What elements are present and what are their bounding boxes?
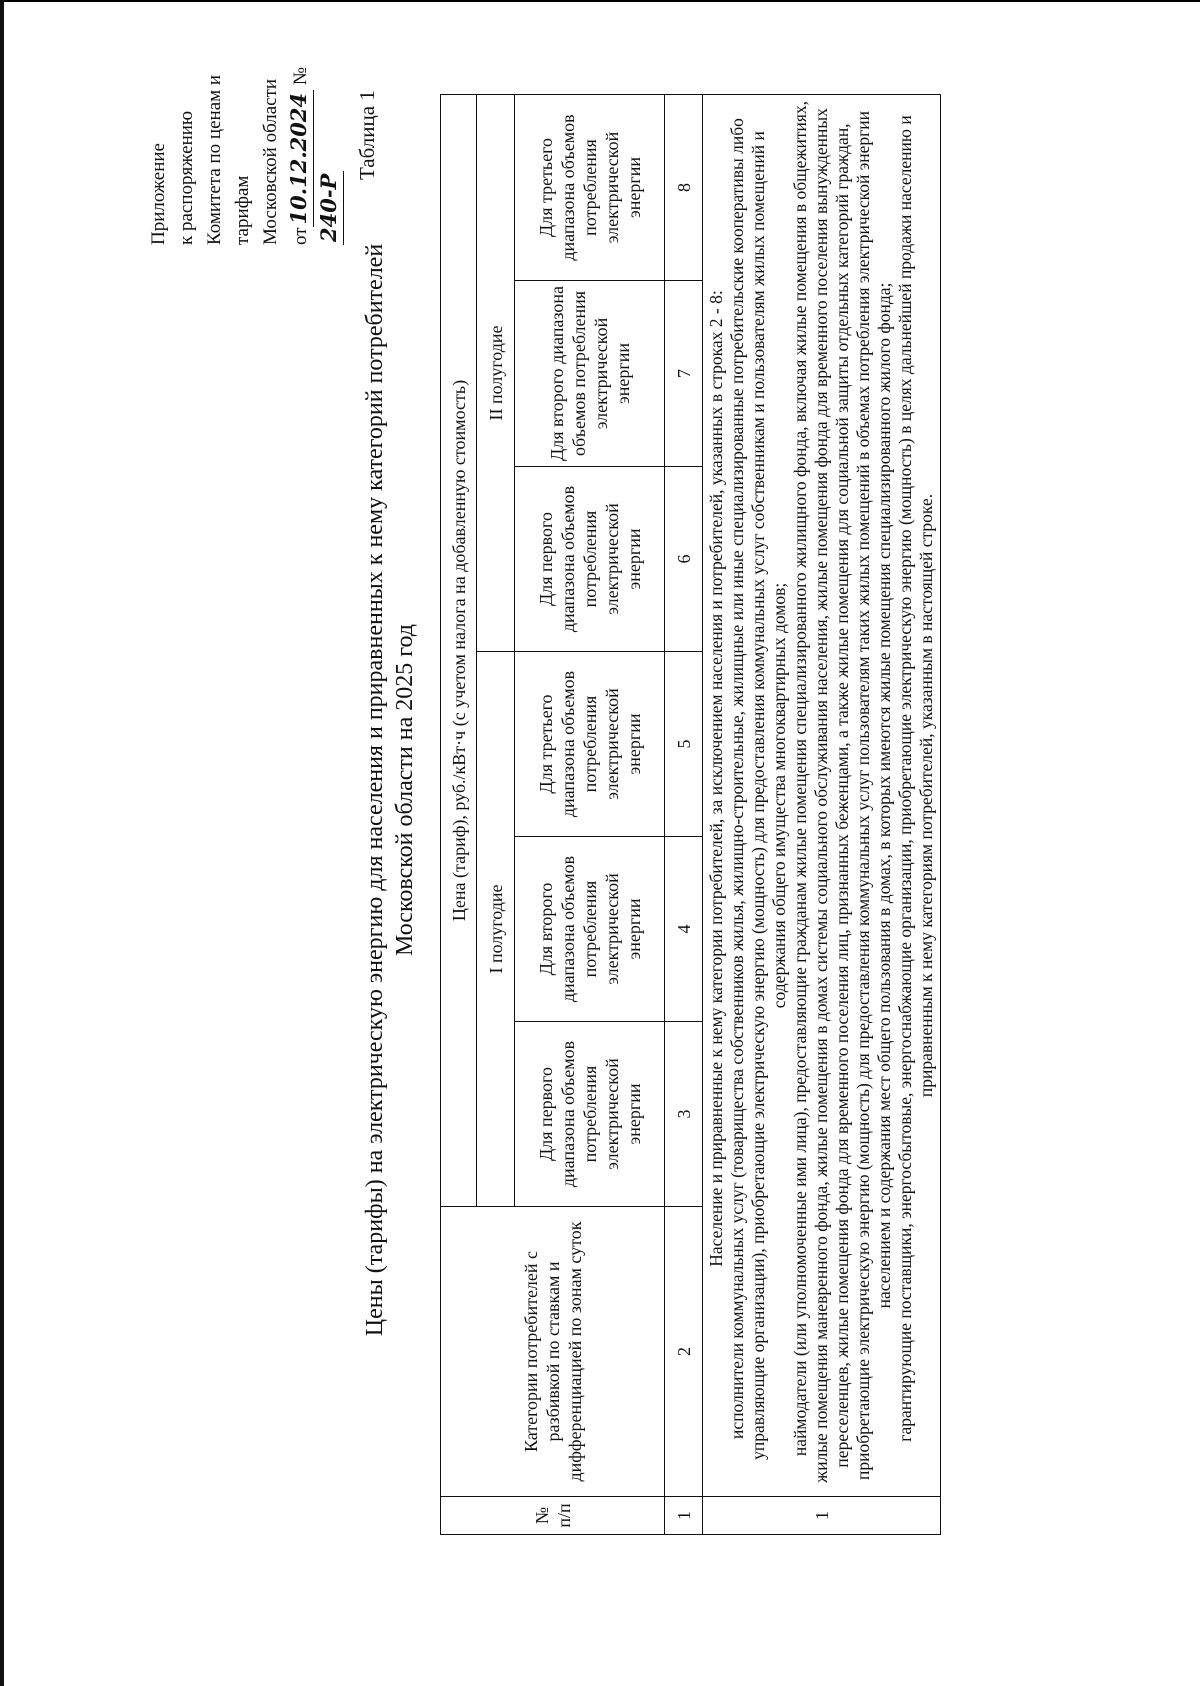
column-number: 8 bbox=[665, 95, 703, 281]
column-number: 5 bbox=[665, 652, 703, 837]
approval-date-line bbox=[285, 5, 345, 245]
row-1-paragraph-4: гарантирующие поставщики, энергосбытовые, энергоснабжающие организации, приобретающие электрическую энергию (мощность) в целях дальнейшей продажи населению и приравненным к нему категориям потребителей, указанным в настоящей строке. bbox=[895, 115, 936, 1442]
scan-top-edge bbox=[0, 0, 1200, 2]
title-line-1: Цены (тарифы) на электрическую энергию для населения и приравненных к нему категорий потребителей bbox=[362, 243, 388, 1337]
table-label: Таблица 1 bbox=[355, 90, 379, 180]
header-no: № п/п bbox=[441, 1497, 665, 1535]
column-number: 2 bbox=[665, 1207, 703, 1497]
header-half-2: II полугодие bbox=[477, 95, 515, 652]
header-h1-range-1: Для первого диапазона объемов потребления электрической энергии bbox=[515, 1022, 665, 1207]
header-category: Категории потребителей с разбивкой по ставкам и дифференциацией по зонам суток bbox=[441, 1207, 665, 1497]
rotated-document-page bbox=[0, 40, 1200, 1640]
approval-line-3: Комитета по ценам и тарифам bbox=[204, 74, 253, 245]
approval-line-2: к распоряжению bbox=[176, 110, 197, 245]
column-number: 6 bbox=[665, 467, 703, 652]
row-1-description bbox=[703, 95, 941, 1497]
document-title bbox=[360, 70, 420, 1510]
row-1-paragraph-1: Население и приравненные к нему категории потребителей, за исключением населения и потребителей, указанных в строках 2 - 8: bbox=[706, 290, 726, 1267]
header-half-1: I полугодие bbox=[477, 652, 515, 1207]
approval-line-1: Приложение bbox=[148, 143, 169, 245]
header-h2-range-1: Для первого диапазона объемов потребления электрической энергии bbox=[515, 467, 665, 652]
approval-line-4: Московской области bbox=[260, 78, 281, 245]
header-h1-range-3: Для третьего диапазона объемов потребления электрической энергии bbox=[515, 652, 665, 837]
handwritten-number: 240-Р bbox=[315, 171, 344, 245]
row-1-paragraph-3: наймодатели (или уполномоченные ими лица), предоставляющие гражданам жилые помещения специализированного жилищного фонда, включая жилые помещения в общежитиях, жилые помещения маневренного фонда, жилые помещения в домах системы социального обслуживания населения, жилые помещения фонда для временного поселения вынужденных переселенцев, жилые помещения фонда для временного поселения лиц, признанных беженцами, а также жилые помещения для социальной защиты отдельных категорий граждан, приобретающие электрическую энергию (мощность) для предоставления коммунальных услуг пользователям таких жилых помещений в объемах потребления электрической энергии населением и содержания мест общего пользования в домах, в которых имеются жилые помещения специализированного жилого фонда; bbox=[790, 100, 894, 1483]
column-number: 1 bbox=[665, 1497, 703, 1535]
column-number: 4 bbox=[665, 837, 703, 1022]
number-prefix: № bbox=[290, 67, 311, 86]
row-1-number: 1 bbox=[703, 1497, 941, 1535]
header-h2-range-3: Для третьего диапазона объемов потребления электрической энергии bbox=[515, 95, 665, 281]
row-1-paragraph-2: исполнители коммунальных услуг (товарищества собственников жилья, жилищно-строительные, жилищные или иные специализированные потребительские кооперативы либо управляющие организации), приобретающие электрическую энергию (мощность) для предоставления коммунальных услуг собственникам и пользователям жилых помещений и содержания общего имущества многоквартирных домов; bbox=[727, 118, 789, 1460]
header-h2-range-2: Для второго диапазона объемов потребления электрической энергии bbox=[515, 281, 665, 467]
from-prefix: от bbox=[290, 227, 311, 245]
header-h1-range-2: Для второго диапазона объемов потребления электрической энергии bbox=[515, 837, 665, 1022]
title-line-2: Московской области на 2025 год bbox=[392, 623, 418, 957]
handwritten-date: 10.12.2024 bbox=[285, 90, 314, 228]
approval-block bbox=[145, 5, 345, 245]
tariff-table bbox=[440, 94, 941, 1535]
column-number: 7 bbox=[665, 281, 703, 467]
column-number: 3 bbox=[665, 1022, 703, 1207]
header-price: Цена (тариф), руб./кВт·ч (с учетом налога на добавленную стоимость) bbox=[441, 95, 477, 1207]
